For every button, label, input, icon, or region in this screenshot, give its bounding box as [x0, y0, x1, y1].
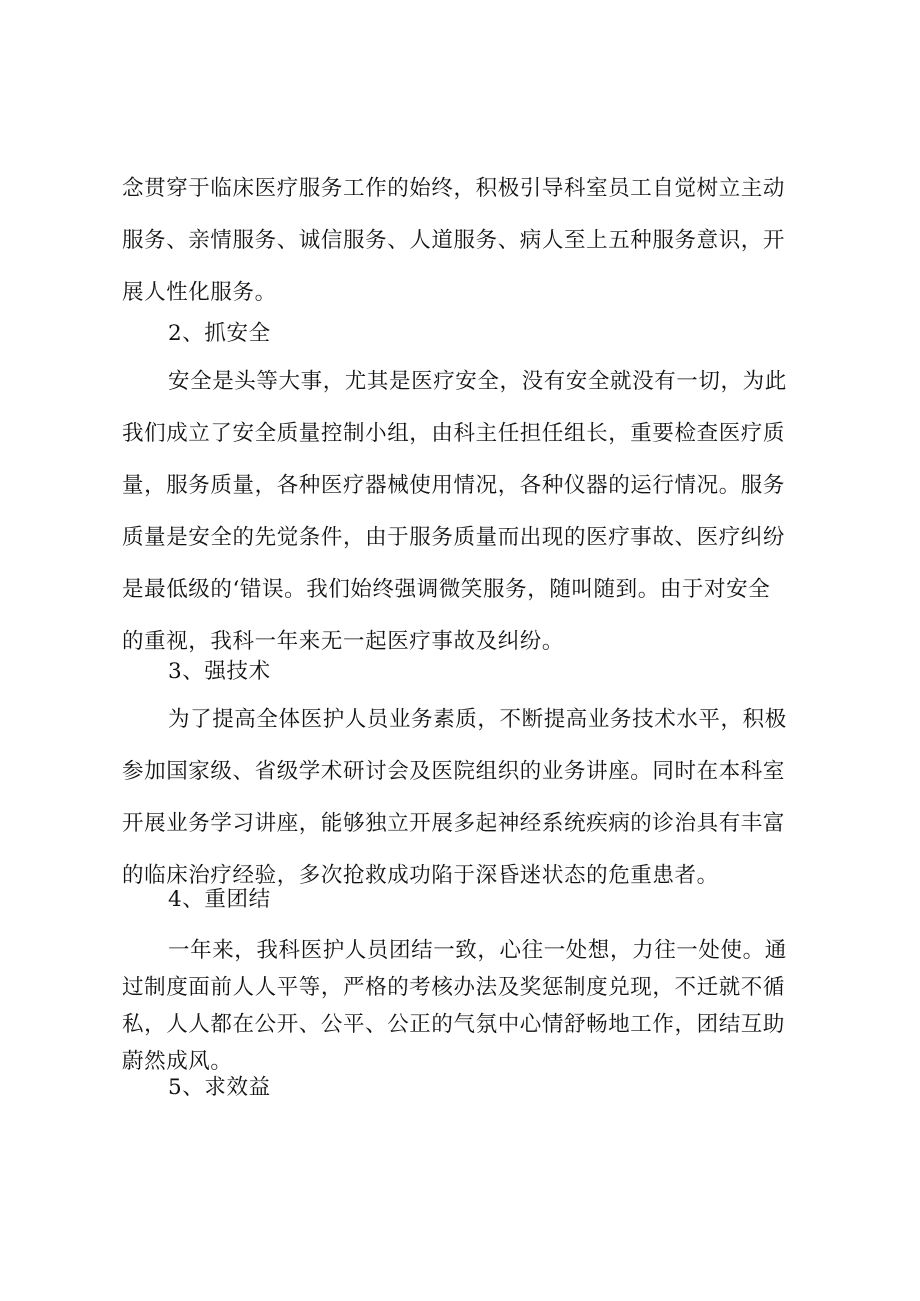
paragraph-line: 展人性化服务。: [122, 280, 277, 305]
paragraph-line: 蔚然成风。: [122, 1049, 233, 1074]
paragraph-line: 的临床治疗经验，多次抢救成功陷于深昏迷状态的危重患者。: [122, 863, 719, 888]
paragraph-line: 一年来，我科医护人员团结一致，心往一处想，力往一处使。通: [168, 938, 787, 963]
paragraph-line: 是最低级的‘错误。我们始终强调微笑服务，随叫随到。由于对安全: [122, 577, 771, 602]
paragraph-line: 质量是安全的先觉条件，由于服务质量而出现的医疗事故、医疗纠纷: [122, 525, 786, 550]
section-heading-safety: 2、抓安全: [168, 321, 271, 346]
section-heading-efficiency: 5、求效益: [168, 1075, 271, 1100]
paragraph-line: 为了提高全体医护人员业务素质，不断提高业务技术水平，积极: [168, 707, 787, 732]
paragraph-line: 过制度面前人人平等，严格的考核办法及奖惩制度兑现，不迁就不循: [122, 975, 786, 1000]
section-heading-unity: 4、重团结: [168, 887, 271, 912]
paragraph-line: 的重视，我科一年来无一起医疗事故及纠纷。: [122, 629, 565, 654]
section-paragraph-technique: [122, 694, 822, 902]
paragraph-line: 我们成立了安全质量控制小组，由科主任担任组长，重要检查医疗质: [122, 421, 786, 446]
paragraph-line: 私，人人都在公开、公平、公正的气氛中心情舒畅地工作，团结互助: [122, 1012, 786, 1037]
paragraph-line: 安全是头等大事，尤其是医疗安全，没有安全就没有一切，为此: [168, 369, 787, 394]
intro-paragraph: [122, 163, 822, 319]
paragraph-line: 开展业务学习讲座，能够独立开展多起神经系统疾病的诊治具有丰富: [122, 811, 786, 836]
paragraph-line: 参加国家级、省级学术研讨会及医院组织的业务讲座。同时在本科室: [122, 759, 786, 784]
paragraph-line: 量，服务质量，各种医疗器械使用情况，各种仪器的运行情况。服务: [122, 473, 786, 498]
section-paragraph-unity: [122, 932, 822, 1080]
section-heading-technique: 3、强技术: [168, 659, 271, 684]
paragraph-line: 念贯穿于临床医疗服务工作的始终，积极引导科室员工自觉树立主动: [122, 176, 786, 201]
paragraph-line: 服务、亲情服务、诚信服务、人道服务、病人至上五种服务意识，开: [122, 228, 786, 253]
section-paragraph-safety: [122, 356, 822, 668]
